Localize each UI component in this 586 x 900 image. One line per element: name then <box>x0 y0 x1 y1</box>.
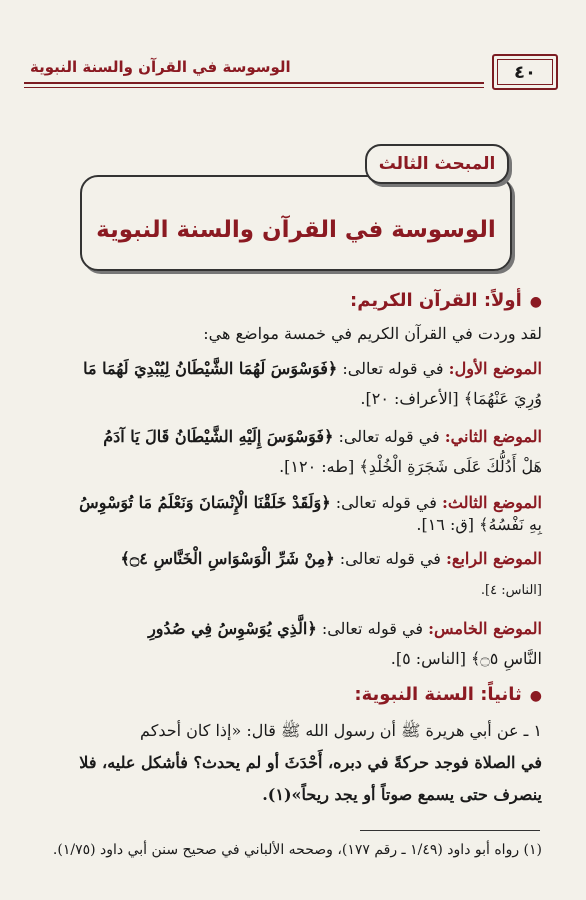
place-3-lead: في قوله تعالى: <box>335 493 437 512</box>
place-4-line-1 <box>38 548 542 570</box>
place-5-line-2: النَّاسِ ۝٥﴾ [الناس: ٥]. <box>390 649 542 668</box>
section-title: الوسوسة في القرآن والسنة النبوية <box>96 217 496 243</box>
bullet-icon: ● <box>529 688 542 704</box>
bullet-icon: ● <box>529 294 542 310</box>
place-2-verse: ﴿فَوَسْوَسَ إِلَيْهِ الشَّيْطَانُ قَالَ يَا آدَمُ <box>103 427 334 446</box>
place-2-line-2: هَلْ أَدُلُّكَ عَلَى شَجَرَةِ الْخُلْدِ﴾ [طه: ١٢٠]. <box>279 457 542 476</box>
place-1-label: الموضع الأول: <box>448 359 542 378</box>
quran-heading: أولاً: القرآن الكريم: <box>350 290 522 311</box>
place-4-verse: ﴿مِنْ شَرِّ الْوَسْوَاسِ الْخَنَّاسِ ۝٤﴾ <box>120 549 335 568</box>
page-number-box <box>492 54 558 90</box>
place-3-label: الموضع الثالث: <box>441 493 542 512</box>
place-4-line-2: [الناس: ٤]. <box>480 583 542 598</box>
place-4-label: الموضع الرابع: <box>446 549 542 568</box>
place-1-line-2: وُرِيَ عَنْهُمَا﴾ [الأعراف: ٢٠]. <box>360 389 542 408</box>
place-1-lead: في قوله تعالى: <box>342 359 444 378</box>
place-5-lead: في قوله تعالى: <box>321 619 423 638</box>
place-2-lead: في قوله تعالى: <box>338 427 440 446</box>
place-3-verse: ﴿وَلَقَدْ خَلَقْنَا الْإِنْسَانَ وَنَعْلَمُ مَا تُوَسْوِسُ <box>79 493 331 512</box>
footnote-line-1: (١) رواه أبو داود (١/٤٩ ـ رقم ١٧٧)، وصححه الألباني في صحيح سنن أبي داود (١/٧٥). <box>52 842 542 858</box>
header-rule-thin <box>24 87 484 88</box>
place-5-line-1 <box>38 618 542 640</box>
hadith-line-2: في الصلاة فوجد حركةً في دبره، أَحْدَثَ أو لم يحدث؟ فأشكل عليه، فلا <box>79 753 542 772</box>
page-header <box>24 52 564 92</box>
place-1-verse: ﴿فَوَسْوَسَ لَهُمَا الشَّيْطَانُ لِيُبْدِيَ لَهُمَا مَا <box>83 359 338 378</box>
place-5-verse: ﴿الَّذِي يُوَسْوِسُ فِي صُدُورِ <box>148 619 317 638</box>
place-3-line-2: بِهِ نَفْسُهُ﴾ [ق: ١٦]. <box>416 515 542 534</box>
place-1-line-1 <box>38 358 542 380</box>
footnote-rule <box>360 830 540 831</box>
sunnah-heading-line <box>38 684 542 707</box>
place-2-line-1 <box>38 426 542 448</box>
quran-heading-line <box>38 290 542 313</box>
hadith-line-3: ينصرف حتى يسمع صوتاً أو يجد ريحاً»(١). <box>262 785 542 804</box>
place-5-label: الموضع الخامس: <box>428 619 542 638</box>
section-label: المبحث الثالث <box>365 144 509 184</box>
section-title-box <box>80 175 512 271</box>
place-4-lead: في قوله تعالى: <box>339 549 441 568</box>
page-number: ٤٠ <box>514 61 536 83</box>
place-3-line-1 <box>38 492 542 514</box>
hadith-line-1: ١ ـ عن أبي هريرة ﷺ أن رسول الله ﷺ قال: «إذا كان أحدكم <box>140 721 542 740</box>
place-2-label: الموضع الثاني: <box>444 427 542 446</box>
quran-intro: لقد وردت في القرآن الكريم في خمسة مواضع هي: <box>203 324 542 343</box>
running-title: الوسوسة في القرآن والسنة النبوية <box>30 58 291 76</box>
sunnah-heading: ثانياً: السنة النبوية: <box>354 684 522 705</box>
header-rule <box>24 82 484 84</box>
